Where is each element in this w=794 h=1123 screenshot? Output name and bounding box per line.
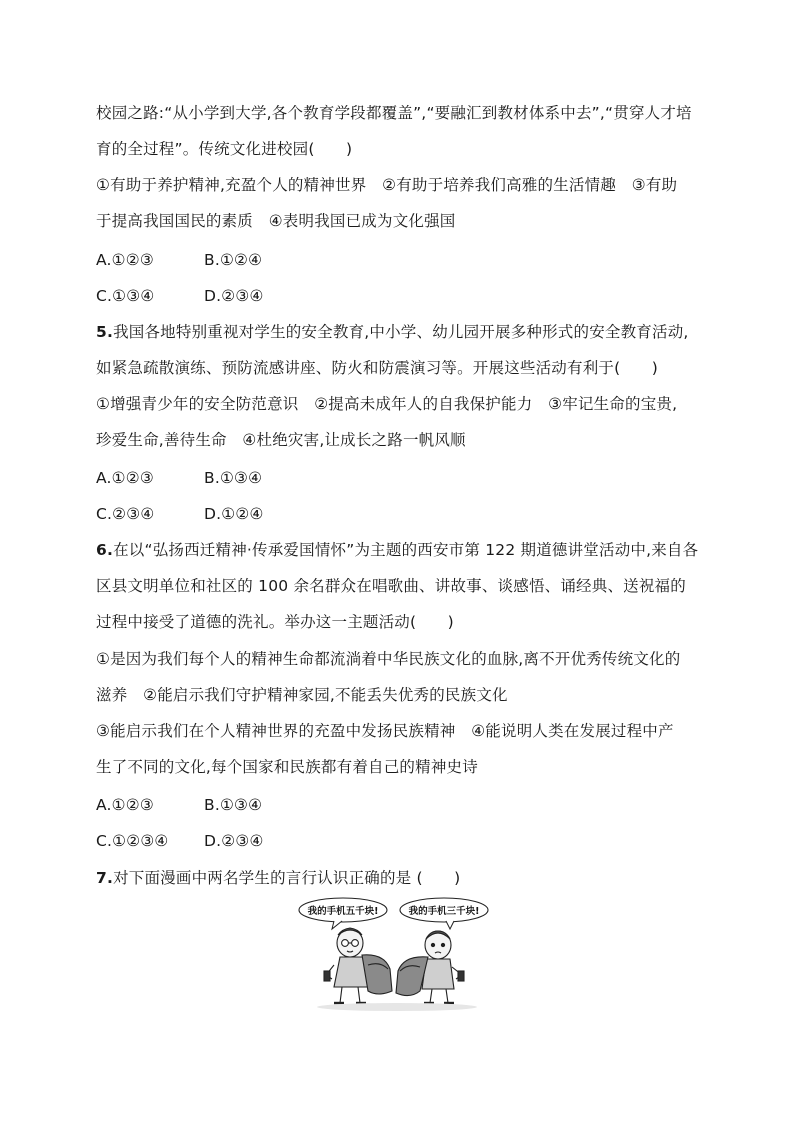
q4-choice-a[interactable]: A.①②③ xyxy=(96,251,154,269)
speech-bubble-left xyxy=(299,898,387,929)
right-student-figure xyxy=(396,931,464,1003)
q7-stem-text: 对下面漫画中两名学生的言行认识正确的是 ( ) xyxy=(113,869,461,887)
q4-options-line-2: 于提高我国国民的素质 ④表明我国已成为文化强国 xyxy=(96,212,456,230)
q4-stem-line-1: 校园之路:“从小学到大学,各个教育学段都覆盖”,“要融汇到教材体系中去”,“贯穿人才培 xyxy=(96,104,692,122)
ground-shadow xyxy=(317,1003,477,1011)
q4-stem-line-2: 育的全过程”。传统文化进校园( ) xyxy=(96,140,353,158)
q4-choice-c[interactable]: C.①③④ xyxy=(96,287,155,305)
q4-options-line-1: ①有助于养护精神,充盈个人的精神世界 ②有助于培养我们高雅的生活情趣 ③有助 xyxy=(96,176,678,194)
q6-stem-line-3: 过程中接受了道德的洗礼。举办这一主题活动( ) xyxy=(96,613,454,631)
q5-number: 5. xyxy=(96,323,114,341)
bubble-right-text: 我的手机三千块! xyxy=(408,906,480,917)
q5-choice-d[interactable]: D.①②④ xyxy=(204,505,264,523)
comic-illustration xyxy=(298,895,496,1013)
left-student-figure xyxy=(324,928,392,1003)
q5-stem-line-1 xyxy=(96,320,706,344)
q6-options-line-2: 滋养 ②能启示我们守护精神家园,不能丢失优秀的民族文化 xyxy=(96,686,508,704)
q5-choice-c[interactable]: C.②③④ xyxy=(96,505,155,523)
q6-choice-b[interactable]: B.①③④ xyxy=(204,796,263,814)
bubble-left-text: 我的手机五千块! xyxy=(307,906,379,917)
q6-choice-c[interactable]: C.①②③④ xyxy=(96,832,169,850)
q5-options-line-2: 珍爱生命,善待生命 ④杜绝灾害,让成长之路一帆风顺 xyxy=(96,431,466,449)
q5-stem-line-2: 如紧急疏散演练、预防流感讲座、防火和防震演习等。开展这些活动有利于( ) xyxy=(96,359,658,377)
q6-options-line-4: 生了不同的文化,每个国家和民族都有着自己的精神史诗 xyxy=(96,758,478,776)
q6-options-line-1: ①是因为我们每个人的精神生命都流淌着中华民族文化的血脉,离不开优秀传统文化的 xyxy=(96,650,681,668)
q6-options-line-3: ③能启示我们在个人精神世界的充盈中发扬民族精神 ④能说明人类在发展过程中产 xyxy=(96,722,674,740)
q4-choice-b[interactable]: B.①②④ xyxy=(204,251,263,269)
q5-choice-b[interactable]: B.①③④ xyxy=(204,469,263,487)
q6-stem-line-1 xyxy=(96,538,706,562)
q7-stem-line xyxy=(96,866,706,890)
q6-stem-text-1: 在以“弘扬西迁精神·传承爱国情怀”为主题的西安市第 122 期道德讲堂活动中,来自各 xyxy=(113,541,699,559)
q7-number: 7. xyxy=(96,869,114,887)
q5-choice-a[interactable]: A.①②③ xyxy=(96,469,154,487)
q5-options-line-1: ①增强青少年的安全防范意识 ②提高未成年人的自我保护能力 ③牢记生命的宝贵, xyxy=(96,395,678,413)
q6-number: 6. xyxy=(96,541,114,559)
q4-choice-d[interactable]: D.②③④ xyxy=(204,287,264,305)
q6-choice-d[interactable]: D.②③④ xyxy=(204,832,264,850)
q5-stem-text-1: 我国各地特别重视对学生的安全教育,中小学、幼儿园开展多种形式的安全教育活动, xyxy=(113,323,689,341)
q6-choice-a[interactable]: A.①②③ xyxy=(96,796,154,814)
speech-bubble-right xyxy=(400,898,488,929)
q6-stem-line-2: 区县文明单位和社区的 100 余名群众在唱歌曲、讲故事、谈感悟、诵经典、送祝福的 xyxy=(96,577,686,595)
